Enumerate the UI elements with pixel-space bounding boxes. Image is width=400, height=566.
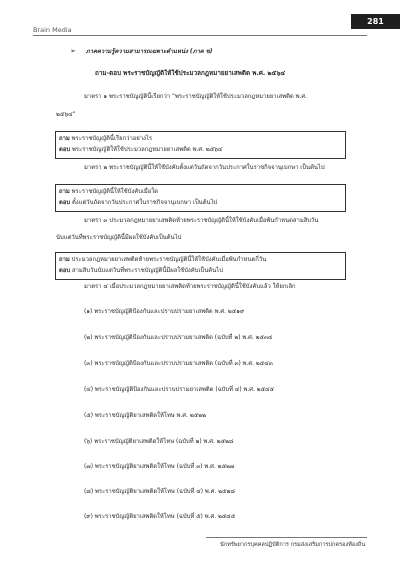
qa3-question [59,258,266,264]
qa2-q-text: พระราชบัญญัตินี้ให้ใช้บังคับเมื่อใด [71,189,159,195]
qa-box-2 [55,184,346,212]
qa2-q-label: ถาม [59,189,70,195]
para1-line2: ๒๕๖๔” [56,112,76,118]
qa3-answer [59,269,223,275]
section-heading-row [70,48,213,56]
qa-box-1 [55,131,346,159]
qa2-a-text: ตั้งแต่วันถัดจากวันประกาศในราชกิจจานุเบกษา เป็นต้นไป [71,200,218,206]
qa3-q-text: ประมวลกฎหมายยาเสพติดท้ายพระราชบัญญัตินี้ให้ใช้บังคับเมื่อพ้นกำหนดกี่วัน [71,257,267,263]
para3-line1: มาตรา ๓ ประมวลกฎหมายยาเสพติดท้ายพระราชบัญญัตินี้ให้ใช้บังคับเมื่อพ้นกำหนดสามสิบวัน [84,218,319,224]
list-item: (๑) พระราชบัญญัติป้องกันและปราบปรามยาเสพติด พ.ศ. ๒๕๑๙ [84,309,245,315]
list-item: (๒) พระราชบัญญัติป้องกันและปราบปรามยาเสพติด (ฉบับที่ ๒) พ.ศ. ๒๕๓๔ [84,335,273,341]
qa2-answer [59,201,217,207]
list-item: (๔) พระราชบัญญัติป้องกันและปราบปรามยาเสพติด (ฉบับที่ ๔) พ.ศ. ๒๕๔๕ [84,387,275,393]
page-title: ถาม-ตอบ พระราชบัญญัติให้ใช้ประมวลกฎหมายยาเสพติด พ.ศ. ๒๕๖๔ [95,70,286,77]
list-item: (๖) พระราชบัญญัติยาเสพติดให้โทษ (ฉบับที่ ๒) พ.ศ. ๒๕๒๘ [84,439,234,445]
list-item: (๗) พระราชบัญญัติยาเสพติดให้โทษ (ฉบับที่ ๓) พ.ศ. ๒๕๒๗ [84,464,235,470]
qa2-a-label: ตอบ [59,200,71,206]
qa-box-3 [55,252,346,280]
para3-line2: นับแต่วันที่พระราชบัญญัตินี้มีผลใช้บังคับเป็นต้นไป [56,235,182,241]
page-number: 281 [351,14,400,29]
arrow-bullet-icon: ➢ [70,47,76,55]
qa3-a-label: ตอบ [59,268,71,274]
qa1-question [59,137,152,143]
qa1-q-text: พระราชบัญญัตินี้เรียกว่าอย่างไร [71,136,153,142]
list-item: (๕) พระราชบัญญัติยาเสพติดให้โทษ พ.ศ. ๒๕๒๒ [84,413,207,419]
para1-line1: มาตรา ๑ พระราชบัญญัตินี้เรียกว่า “พระราชบัญญัติให้ใช้ประมวลกฎหมายยาเสพติด พ.ศ. [84,94,307,100]
qa1-a-text: พระราชบัญญัติให้ใช้ประมวลกฎหมายยาเสพติด พ.ศ. ๒๕๖๔ [71,147,223,153]
list-item: (๓) พระราชบัญญัติป้องกันและปราบปรามยาเสพติด (ฉบับที่ ๓) พ.ศ. ๒๕๔๓ [84,361,273,367]
qa3-q-label: ถาม [59,257,70,263]
qa2-question [59,190,158,196]
qa1-q-label: ถาม [59,136,70,142]
header-rule [33,35,367,36]
footer-rule [206,537,367,538]
para2: มาตรา ๒ พระราชบัญญัตินี้ให้ใช้บังคับตั้งแต่วันถัดจากวันประกาศในราชกิจจานุเบกษา เป็นต้นไป [84,165,325,171]
list-item: (๙) พระราชบัญญัติยาเสพติดให้โทษ (ฉบับที่ ๕) พ.ศ. ๒๕๔๕ [84,514,236,520]
section-heading: ภาคความรู้ความสามารถเฉพาะตำแหน่ง (ภาค ข) [85,49,213,55]
qa1-a-label: ตอบ [59,147,71,153]
footer-text: นักทรัพยากรบุคคลปฏิบัติการ กรมส่งเสริมการปกครองท้องถิ่น [220,542,366,548]
para4: มาตรา ๔ เมื่อประมวลกฎหมายยาเสพติดท้ายพระราชบัญญัตินี้ใช้บังคับแล้ว ให้ยกเลิก [84,284,296,290]
header-brand: Brain Media [33,26,72,34]
qa3-a-text: สามสิบวันนับแต่วันที่พระราชบัญญัตินี้มีผลใช้บังคับเป็นต้นไป [71,268,223,274]
qa1-answer [59,148,222,154]
list-item: (๘) พระราชบัญญัติยาเสพติดให้โทษ (ฉบับที่ ๔) พ.ศ. ๒๕๒๘ [84,489,235,495]
